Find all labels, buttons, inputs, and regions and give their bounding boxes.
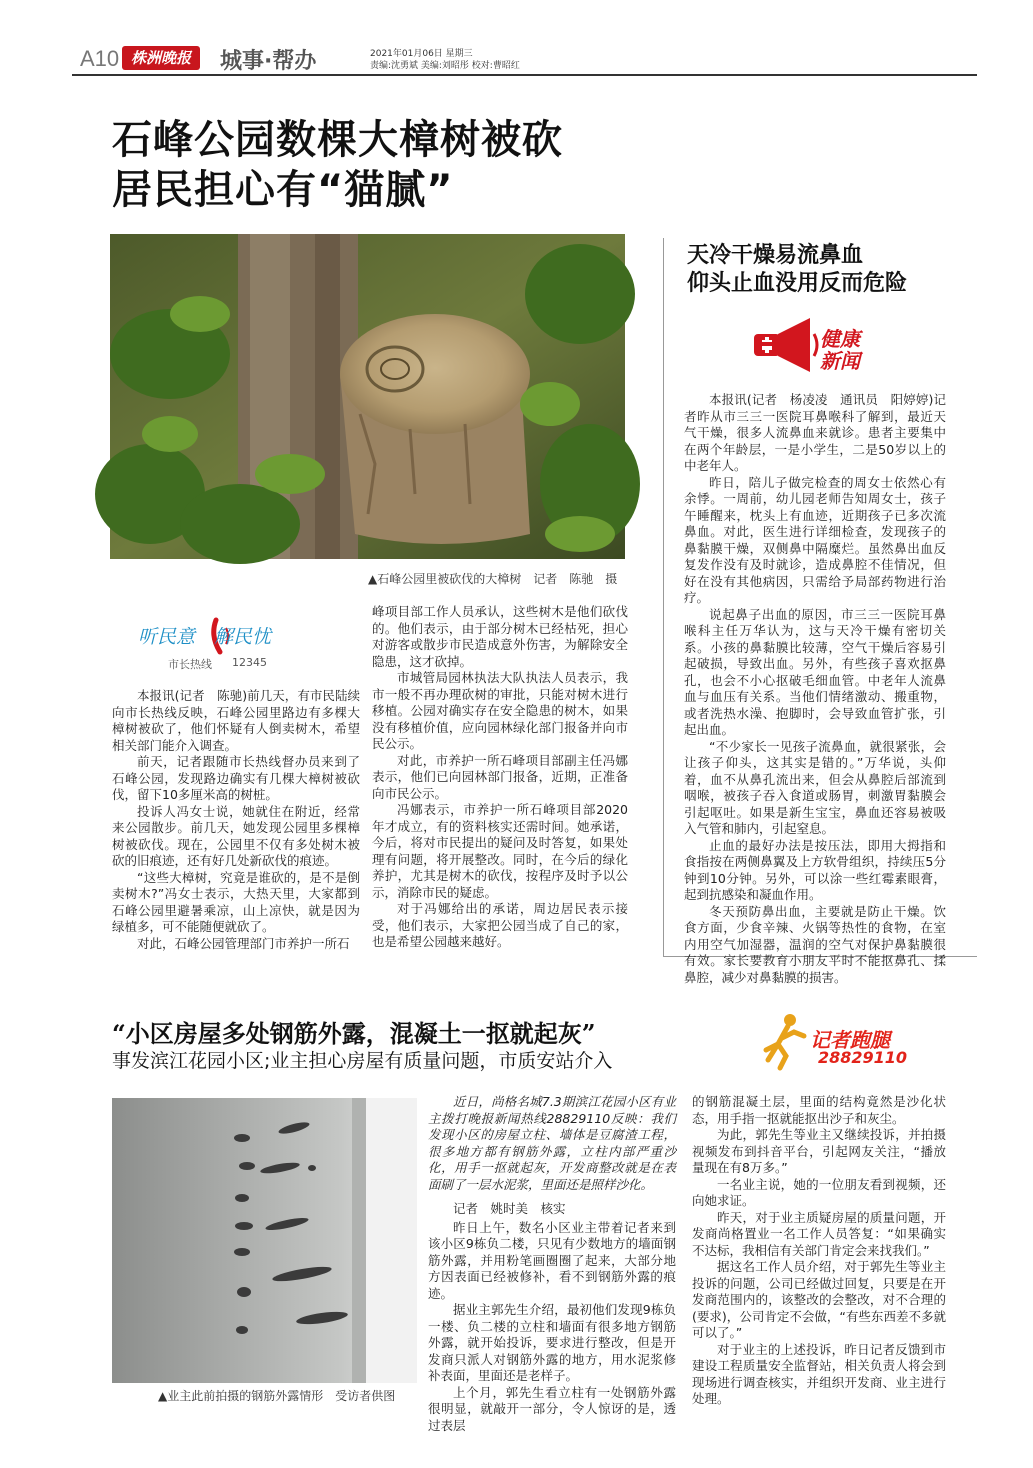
sidebar-title-line1: 天冷干燥易流鼻血 [687, 242, 864, 268]
paragraph: 冬天预防鼻出血，主要就是防止干燥。饮食方面，少食辛辣、火锅等热性的食物，在室内用空气加湿器，温润的空气对保护鼻黏膜很有效。家长要教育小朋友平时不能抠鼻孔、揉鼻腔，减少对鼻黏膜的损害。 [684, 903, 946, 985]
page-header [72, 40, 977, 76]
sidebar-body [684, 392, 946, 985]
health-logo-line2: 新闻 [820, 349, 860, 373]
paragraph: “这些大樟树，究竟是谁砍的，是不是倒卖树木?”冯女士表示，大热天里，大家都到石峰公园里避暑乘凉，山上凉快，就是因为绿植多，可不能随便就砍了。 [112, 869, 360, 934]
paragraph: 的钢筋混凝土层，里面的结构竟然是沙化状态，用手指一抠就能抠出沙子和灰尘。 [692, 1094, 946, 1126]
column-logo [138, 612, 308, 672]
section-name: 城事·帮办 [220, 49, 317, 74]
paragraph: 一名业主说，她的一位朋友看到视频，还向她求证。 [692, 1176, 946, 1208]
column-logo-text: 听民意 解民忧 [138, 626, 272, 648]
paragraph: 对于冯娜给出的承诺，周边居民表示接受，他们表示，大家把公园当成了自己的家，也是希望公园越来越好。 [372, 901, 628, 949]
paragraph: 昨日上午，数名小区业主带着记者来到该小区9栋负二楼，只见有少数地方的墙面钢筋外露，并用粉笔画圈圈了起来，大部分地方因表面已经被修补，看不到钢筋外露的痕迹。 [428, 1219, 676, 1301]
article-title-line1: 石峰公园数棵大樟树被砍 [112, 117, 563, 163]
sidebar-title-line2: 仰头止血没用反而危险 [687, 270, 908, 296]
article2-column2 [692, 1094, 946, 1406]
health-news-logo [748, 310, 918, 380]
paragraph: 据这名工作人员介绍，对于郭先生等业主投诉的问题，公司已经做过回复，只要是在开发商范围内的，该整改的会整改，对不合理的(要求)，公司肯定不会做，“有些东西差不多就可以了。” [692, 1259, 946, 1340]
photo2-caption: ▲业主此前拍摄的钢筋外露情形 受访者供图 [158, 1389, 396, 1403]
article2-subtitle: 事发滨江花园小区;业主担心房屋有质量问题，市质安站介入 [112, 1050, 613, 1072]
article1-column2 [372, 604, 628, 954]
paragraph: 本报讯(记者 杨凌凌 通讯员 阳婷婷)记者昨从市三三一医院耳鼻喉科了解到，最近天气干燥，很多人流鼻血来就诊。患者主要集中在两个年龄层，一是小学生，二是50岁以上的中老年人。 [684, 392, 946, 473]
article2-byline: 记者 姚时美 核实 [453, 1201, 566, 1216]
reporter-runner-logo [760, 1012, 930, 1072]
issue-date: 2021年01月06日 星期三 [370, 49, 473, 59]
hotline-label: 市长热线 [168, 658, 212, 671]
paragraph: 说起鼻子出血的原因，市三三一医院耳鼻喉科主任万华认为，这与天冷干燥有密切关系。小孩的鼻黏膜比较薄，空气干燥后容易引起破损，导致出血。另外，有些孩子喜欢抠鼻孔，也会不小心抠破毛细血管。中老年人流鼻血与血压有关系。当他们情绪激动、搬重物，或者洗热水澡、抱脚时，会导致血管扩张，引起出血。 [684, 606, 946, 737]
paragraph: 止血的最好办法是按压法，即用大拇指和食指按在两侧鼻翼及上方软骨组织，持续压5分钟到10分钟。另外，可以涂一些红霉素眼膏，起到抗感染和凝血作用。 [684, 837, 946, 902]
paragraph: 前天，记者跟随市长热线督办员来到了石峰公园，发现路边确实有几棵大樟树被砍伐，留下10多厘米高的树桩。 [112, 754, 360, 802]
article2-title: “小区房屋多处钢筋外露，混凝土一抠就起灰” [112, 1019, 596, 1048]
paragraph: 为此，郭先生等业主又继续投诉，并拍摄视频发布到抖音平台，引起网友关注，“播放量现在有8万多。” [692, 1127, 946, 1175]
paragraph: 昨日，陪儿子做完检查的周女士依然心有余悸。一周前，幼儿园老师告知周女士，孩子午睡醒来，枕头上有血迹，近期孩子已多次流鼻血。对此，医生进行详细检查，发现孩子的鼻黏膜干燥，双侧鼻中隔糜烂。虽然鼻出血反复发作没有及时就诊，造成鼻腔不佳情况，但好在没有其他病因，只需给予局部药物进行治疗。 [684, 474, 946, 605]
article-title-line2: 居民担心有“猫腻” [112, 167, 454, 213]
article2-column1 [428, 1094, 676, 1433]
article1-column1 [112, 688, 360, 958]
paragraph: 峰项目部工作人员承认，这些树木是他们砍伐的。他们表示，由于部分树木已经枯死，担心对游客或散步市民造成意外伤害，为解除安全隐患，这才砍掉。 [372, 604, 628, 669]
sidebar-divider-vertical [663, 238, 664, 956]
photo-caption: ▲石峰公园里被砍伐的大樟树 记者 陈驰 摄 [368, 572, 618, 586]
paragraph: 对此，石峰公园管理部门市养护一所石 [137, 935, 350, 951]
hotline-number: 12345 [232, 656, 267, 669]
paragraph: 对此，市养护一所石峰项目部副主任冯娜表示，他们已向园林部门报备，近期，正准备向市民公示。 [372, 752, 628, 801]
running-man-icon [760, 1012, 810, 1070]
paragraph: 市城管局园林执法大队执法人员表示，我市一般不再办理砍树的审批，只能对树木进行移植。公园对确实存在安全隐患的树木，如果没有移植价值，应向园林绿化部门报备并向市民公示。 [372, 670, 628, 751]
editor-credits: 责编:沈勇斌 美编:刘昭彤 校对:曹昭红 [370, 61, 520, 71]
runner-logo-phone: 28829110 [818, 1048, 908, 1067]
runner-logo-text: 记者跑腿 [810, 1028, 890, 1052]
tree-stump-photo [110, 234, 625, 559]
paragraph: 上个月，郭先生看立柱有一处钢筋外露很明显，就敲开一部分，令人惊讶的是，透过表层 [428, 1384, 676, 1433]
paragraph: 本报讯(记者 陈驰)前几天，有市民陆续向市长热线反映，石峰公园里路边有多棵大樟树被砍了，他们怀疑有人倒卖树木，希望相关部门能介入调查。 [112, 688, 360, 753]
health-logo-line1: 健康 [820, 327, 860, 351]
megaphone-icon [748, 314, 820, 374]
page-number: A10 [80, 46, 120, 71]
paragraph: 冯娜表示，市养护一所石峰项目部2020年才成立，有的资料核实还需时间。她承诺，今后，将对市民提出的疑问及时答复，如果处理有问题，将开展整改。同时，在今后的绿化养护，尤其是树木的砍伐，按程序及时予以公示，消除市民的疑虑。 [372, 802, 628, 900]
paragraph: “不少家长一见孩子流鼻血，就很紧张，会让孩子仰头，这其实是错的。”万华说，头仰着，血不从鼻孔流出来，但会从鼻腔后部流到咽喉，被孩子吞入食道或肠胃，刺激胃黏膜会引起呕吐。如果是新生宝宝，鼻血还容易被吸入气管和肺内，引起窒息。 [684, 738, 946, 836]
paragraph: 对于业主的上述投诉，昨日记者反馈到市建设工程质量安全监督站，相关负责人将会到现场进行调查核实，并组织开发商、业主进行处理。 [692, 1341, 946, 1406]
newspaper-logo: 株洲晚报 [122, 46, 200, 70]
paragraph: 昨天，对于业主质疑房屋的质量问题，开发商尚格置业一名工作人员答复：“如果确实不达标，我相信有关部门肯定会来找我们。” [692, 1209, 946, 1258]
paragraph: 据业主郭先生介绍，最初他们发现9栋负一楼、负二楼的立柱和墙面有很多地方钢筋外露，就开始投诉，要求进行整改，但是开发商只派人对钢筋外露的地方，用水泥浆修补表面，里面还是老样子。 [428, 1302, 676, 1383]
article2-intro: 近日，尚格名城7.3期滨江花园小区有业主拨打晚报新闻热线28829110反映：我们发现小区的房屋立柱、墙体是豆腐渣工程，很多地方都有钢筋外露，立柱内部严重沙化，用手一抠就起灰，开发商整改就是在表面刷了一层水泥浆，里面还是照样沙化。 [428, 1094, 676, 1192]
exposed-rebar-photo [112, 1098, 417, 1383]
paragraph: 投诉人冯女士说，她就住在附近，经常来公园散步。前几天，她发现公园里多棵樟树被砍伐。现在，公园里不仅有多处树木被砍的旧痕迹，还有好几处新砍伐的痕迹。 [112, 803, 360, 868]
